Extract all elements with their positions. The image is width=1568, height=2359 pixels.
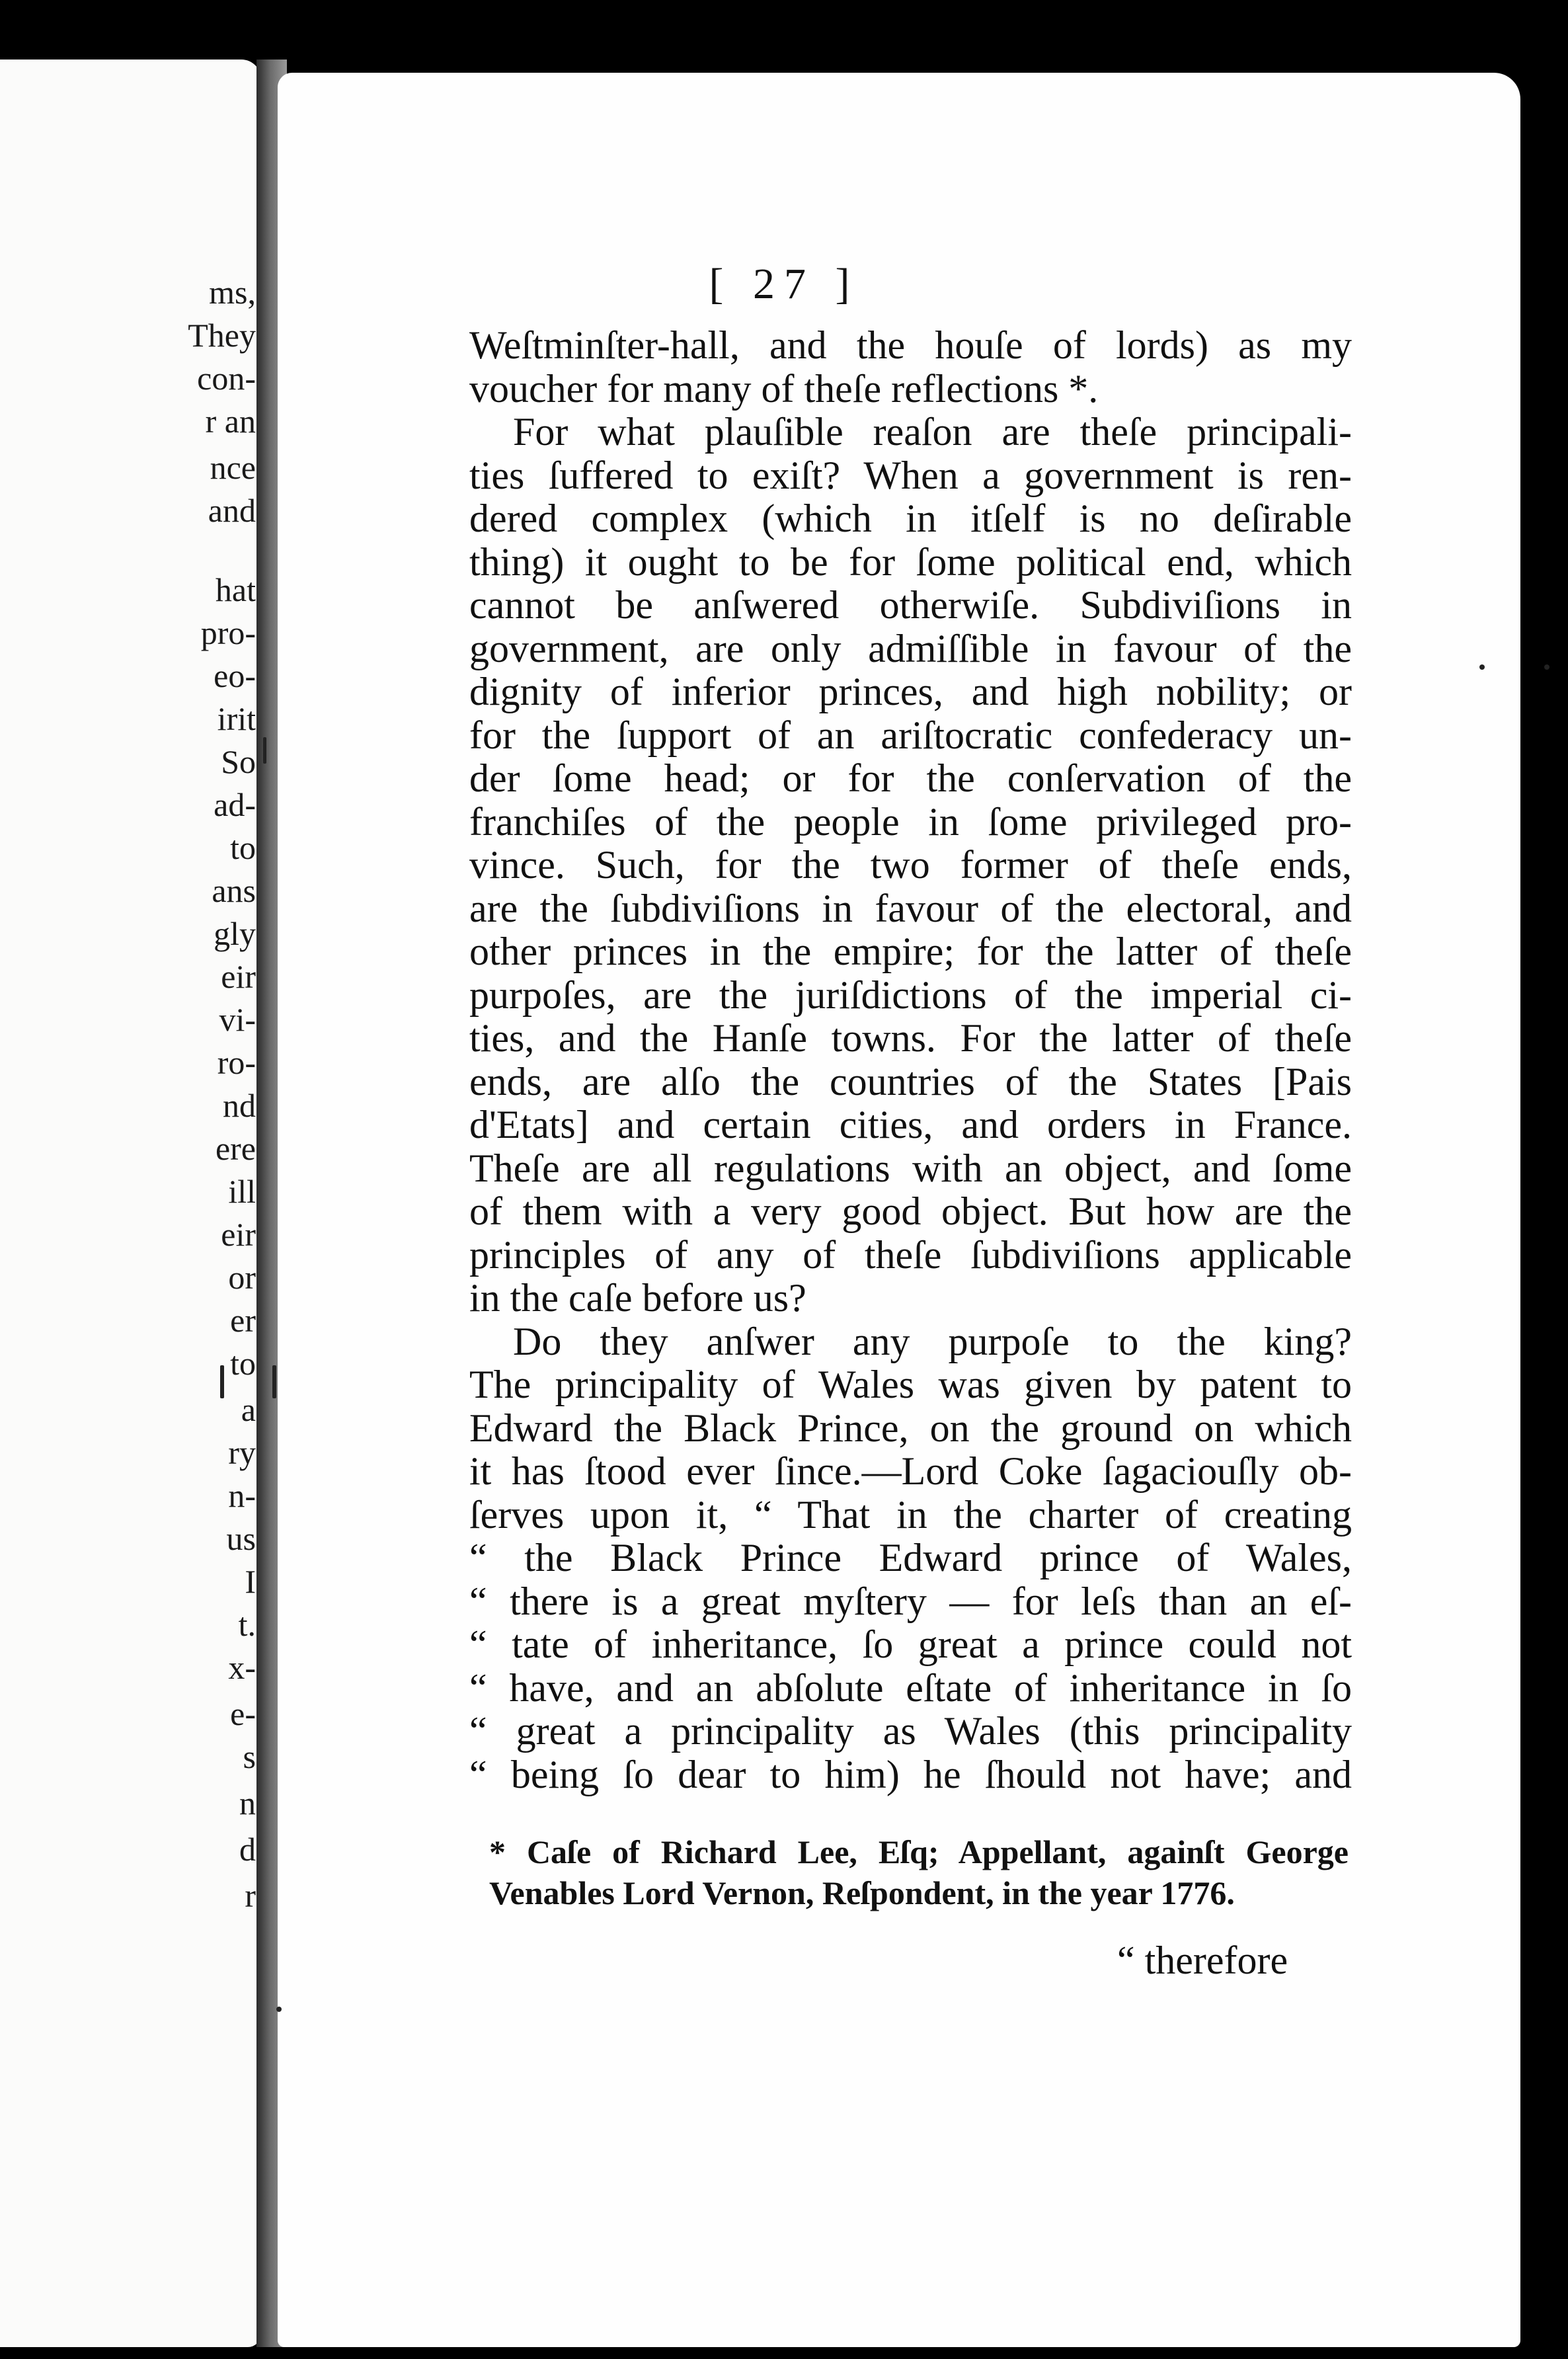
body-line: dignity of inferior princes, and high nobility; or [469,670,1352,713]
body-line: government, are only admiſſible in favour of the [469,626,1352,670]
body-line: of them with a very good object. But how are the [469,1189,1352,1233]
speck [276,2007,282,2012]
body-line: “ great a principality as Wales (this principality [469,1709,1352,1753]
body-line: ties, and the Hanſe towns. For the latter of theſe [469,1016,1352,1060]
left-page-text-fragment: nd [223,1087,256,1124]
body-line: “ the Black Prince Edward prince of Wales, [469,1536,1352,1579]
footnote [489,1831,1349,1913]
left-page-text-fragment: r an [205,403,256,440]
left-page-text-fragment: eir [221,958,256,995]
left-page-text-fragment: to [230,1345,256,1382]
body-line: cannot be anſwered otherwiſe. Subdiviſions in [469,583,1352,627]
body-line: The principality of Wales was given by patent to [469,1363,1352,1406]
body-line: in the caſe before us? [469,1276,806,1320]
left-page-text-fragment: to [230,829,256,866]
body-line: principles of any of theſe ſubdiviſions applicable [469,1232,1352,1277]
left-page-text-fragment: us [226,1520,256,1557]
left-page-text-fragment: eir [221,1216,256,1253]
body-line: Theſe are all regulations with an object, and ſome [469,1146,1352,1190]
body-line: “ have, and an abſolute eſtate of inheritance in ſo [469,1665,1352,1710]
left-page-edge [0,60,261,2347]
left-page-text-fragment: nce [210,449,256,486]
binding-mark [220,1365,224,1398]
body-line: Do they anſwer any purpoſe to the king? [513,1319,1352,1363]
body-line: “ there is a great myſtery — for leſs than an eſ- [469,1579,1352,1623]
left-page-text-fragment: They [188,317,256,354]
body-line: it has ſtood ever ſince.—Lord Coke ſagaciouſly ob- [469,1449,1352,1493]
speck [1479,664,1485,670]
left-page-text-fragment: irit [217,700,256,737]
body-line: franchiſes of the people in ſome privileged pro- [469,799,1352,844]
body-line: other princes in the empire; for the latter of theſe [469,930,1352,973]
left-page-text-fragment: eo- [214,657,256,694]
body-text [469,324,1352,1796]
left-page-text-fragment: r [245,1877,256,1914]
body-line: vince. Such, for the two former of theſe ends, [469,843,1352,887]
left-page-text-fragment: or [228,1259,256,1296]
left-page-text-fragment: t. [238,1606,256,1643]
body-line: voucher for many of theſe reflections *. [469,366,1099,411]
left-page-text-fragment: a [241,1391,256,1428]
left-page-text-fragment: er [230,1302,256,1339]
left-page-text-fragment: d [239,1831,256,1868]
body-line: For what plauſible reaſon are theſe principali- [513,410,1352,454]
binding-mark [263,737,266,764]
body-line: dered complex (which in itſelf is no deſirable [469,497,1352,540]
left-page-text-fragment: ms, [209,274,256,311]
left-page-text-fragment: vi- [219,1001,256,1038]
body-line: Edward the Black Prince, on the ground on which [469,1406,1352,1450]
left-page-text-fragment: So [221,743,256,780]
catchword: “ therefore [1117,1939,1288,1982]
body-line: der ſome head; or for the conſervation of the [469,756,1352,800]
left-page-text-fragment: e- [230,1695,256,1732]
left-page-text-fragment: x- [228,1649,256,1686]
left-page-text-fragment: n- [228,1477,256,1514]
body-line: ties ſuffered to exiſt? When a government is ren- [469,453,1352,497]
left-page-text-fragment: ans [212,872,256,909]
body-line: d'Etats] and certain cities, and orders in France. [469,1103,1352,1146]
left-page-text-fragment: con- [197,360,256,397]
left-page-text-fragment: hat [215,571,256,608]
body-line: ends, are alſo the countries of the States [Pais [469,1059,1352,1103]
page-number-header: [ 27 ] [709,260,859,308]
speck [1544,664,1549,670]
left-page-text-fragment: ere [215,1130,256,1167]
left-page-text-fragment: gly [214,915,256,952]
left-page-text-fragment: ro- [217,1044,256,1081]
binding-mark [272,1365,276,1398]
body-line: purpoſes, are the juriſdictions of the imperial ci- [469,973,1352,1017]
left-page-text-fragment: ill [228,1173,256,1210]
footnote-line: * Caſe of Richard Lee, Eſq; Appellant, againſt George [489,1833,1349,1870]
left-page-text-fragment: and [208,492,256,529]
left-page-text-fragment: pro- [200,614,256,651]
left-page-text-fragment: ry [228,1434,256,1471]
left-page-text-fragment: ad- [214,786,256,823]
footnote-line: Venables Lord Vernon, Reſpondent, in the year 1776. [489,1874,1235,1911]
body-line: thing) it ought to be for ſome political end, which [469,540,1352,584]
body-line: for the ſupport of an ariſtocratic confederacy un- [469,713,1352,757]
body-line: “ tate of inheritance, ſo great a prince could not [469,1622,1352,1666]
body-line: Weſtminſter-hall, and the houſe of lords) as my [469,323,1352,367]
body-line: are the ſubdiviſions in favour of the electoral, and [469,886,1352,930]
body-line: “ being ſo dear to him) he ſhould not have; and [469,1752,1352,1796]
left-page-text-fragment: n [239,1784,256,1821]
left-page-text-fragment: s [243,1738,256,1775]
left-page-text-fragment: I [245,1563,256,1600]
body-line: ſerves upon it, “ That in the charter of creating [469,1492,1352,1537]
